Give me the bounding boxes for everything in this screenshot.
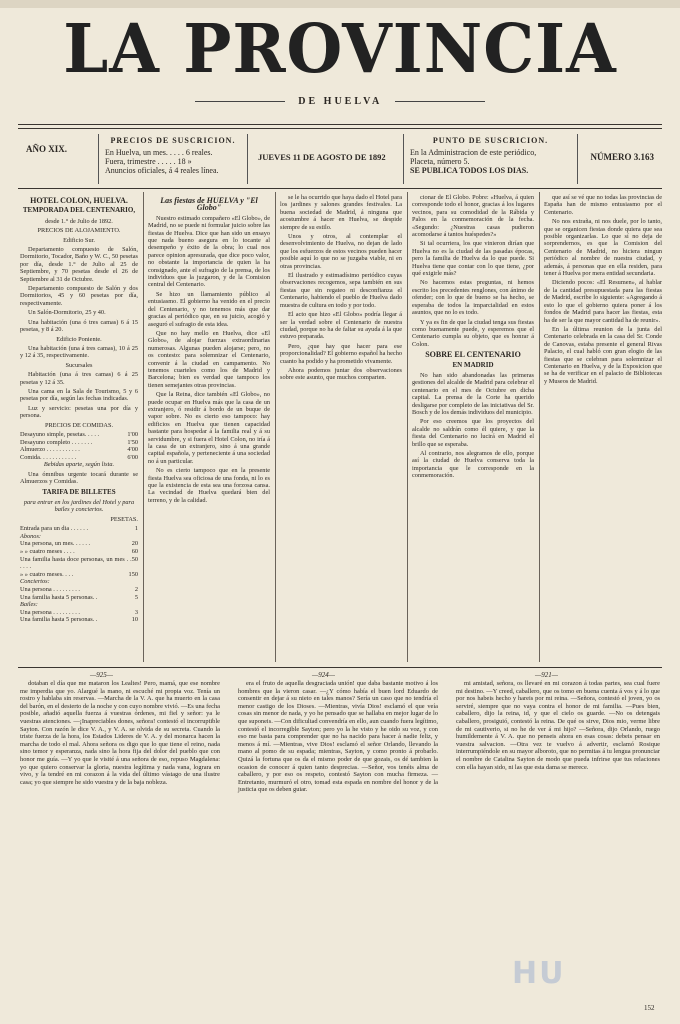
paragraph: Ahora podemos juntar dos observaciones sobre este asunto, que muchos comparten.: [280, 366, 402, 382]
paragraph: se le ha ocurrido que haya dado el Hotel para los jardines y salones grandes festivales. La buena sociedad de Madrid, á ninguna que acostumbre á hacer en Huelva, se despide siempre de su estilo.: [280, 194, 402, 231]
fee-row: Bailes:: [20, 601, 38, 609]
paragraph: Que no hay mello en Huelva, dice «El Globo», de alojar fuerzas extraordinarias numerosas. Algunas pueden alojarse; pero, no os contesto: para solemnizar el Centenario, convenir á la ciudad en campamento. No tenemos cuarteles como los de Madrid y Barcelona; bien es verdad que tampoco los tienen semejantes otras provincias.: [148, 329, 270, 389]
folletin-page-number: —921—: [535, 671, 558, 679]
fiestas-heading: Las fiestas de HUELVA y "El Globo": [160, 196, 258, 213]
comidas-title: PRECIOS DE COMIDAS.: [44, 421, 114, 429]
paragraph: Nuestro estimado compañero «El Globo», de Madrid, no se puede ni formular juicio sobre las fiestas de Huelva. Dice que han sido un ensayo que nada bueno asegura en lo tocante al desempeño y éxito de la obra; lo cual nos parece opinion apresurada, que dice poco valor, no obstante la importancia de quien la ha consignado, ante el sufragio de la prensa, de los individuos que la juzgaron, y de la Comision central del Centenario.: [148, 214, 270, 289]
folletin-page-number: —925—: [90, 671, 113, 679]
info-bar: [18, 130, 662, 186]
issue-number: NÚMERO 3.163: [590, 152, 654, 162]
price-line: En Huelva, un mes. . . . . 6 reales.: [105, 148, 213, 157]
paragraph: cionar de El Globo. Pobre: «Huelva, á quien corresponde todo el honor, gracias á los lugares vecinos, para su comodidad de la Rábida y Palos en la conmemoración de la fecha. «Segundo: ¿Nuestras casas pudieron acomodarse á tantos huéspedes?»: [412, 194, 534, 239]
sheet-number: 152: [644, 1004, 655, 1012]
fee-row: Una familia hasta 5 personas. . 10: [20, 616, 138, 624]
fee-list: [20, 525, 138, 624]
sucursales: Sucursales: [65, 361, 93, 369]
subscription-point: [403, 134, 578, 184]
paragraph: Luz y servicio: pesetas una por día y persona.: [20, 404, 138, 420]
paragraph: El ilustrado y estimadísimo periódico cuyas observaciones recogemos, sepa también en sus fiestas que sin regateo ni desconfianza el Centenario, habiendo el pueblo de Huelva dado muestra de cultura en todo y por todo.: [280, 272, 402, 309]
paragraph: Una habitación (una á tres camas), 10 á 25 y 12 á 35, respectivamente.: [20, 344, 138, 360]
paragraph: El acto que hizo «El Globo» podría llegar á ser la verdad sobre el Centenario de nuestra ciudad, porque no ha de faltar su ayuda á la que estuvo preparada.: [280, 311, 402, 341]
meal-row: Desayuno completo . . . . . . . 1'50: [20, 438, 138, 446]
column-hotel-colon: [20, 194, 138, 624]
paragraph: Por eso creemos que los proyectos del alcalde no saldrán como él quiere, y que la fiesta del Centenario no lucirá en Madrid el brillo que se esperaba.: [412, 418, 534, 448]
rule-top: [18, 124, 662, 125]
folletin-page-number: —924—: [312, 671, 335, 679]
punto-line: En la Administracion de este periódico,: [410, 148, 537, 157]
column-fiestas-cont: [280, 194, 402, 384]
paragraph: Diciendo pocos: «El Resumen», al hablar de la cantidad presupuestada para las fiestas de Madrid, escribe lo siguiente: «Agregando á esto lo que el gobierno quiera poner á los fondos de Madrid para hacer las fiestas, esta ha de ser la que mayor cantidad ha de reunir».: [544, 279, 662, 324]
paragraph: Y ya es fin de que la ciudad tenga sus fiestas como buenamente puede, y esperemos que el Centenario cumpla su objeto, que es honrar á Colon.: [412, 318, 534, 348]
hotel-subhead: TEMPORADA DEL CENTENARIO,: [22, 206, 136, 215]
edificio-sur: Edificio Sur.: [63, 236, 95, 244]
issue-date: JUEVES 11 DE AGOSTO DE 1892: [258, 152, 386, 162]
paragraph: No han sido abandonadas las primeras gestiones del alcalde de Madrid para celebrar el centenario en el mes de Octubre en dicha capital. La prensa de la Corte ha querido desligarse por completo de las iniciativas del Sr. Bosch y de los demás individuos del municipio.: [412, 371, 534, 416]
paragraph: Una habitación (una ó tres camas) 6 á 15 pesetas, y 8 á 20.: [20, 318, 138, 334]
bebidas: Bebidas aparte, según lista.: [43, 461, 115, 469]
newspaper-subtitle: DE HUELVA: [0, 96, 680, 107]
paragraph: Que la Reina, dice también «El Globo», no puede ocupar en Huelva más que la casa de un extranjero, ó residir á bordo de un buque de vapor sobre. No es cierto eso tampoco: hay edificios en Huelva que tienen capacidad bastante para hospedar á la familia real y á su servidumbre, y si fuera el Hotel Colon, no iría á la casa de un extranjero, sino á una grande capital española, y perteneciente á una sociedad no á un particular.: [148, 391, 270, 465]
fee-row: » » cuatro meses . . . . 60: [20, 547, 138, 555]
meal-row: Comida. . . . . . . . . . . . 6'00: [20, 453, 138, 461]
meal-list: [20, 431, 138, 461]
newspaper-title: LA PROVINCIA: [63, 10, 617, 89]
fee-row: » » cuatro meses. . . . 150: [20, 570, 138, 578]
top-margin: [0, 0, 680, 8]
hotel-heading: HOTEL COLON, HUELVA.: [30, 196, 128, 205]
subscription-prices: [98, 134, 248, 184]
column-continuation: [544, 194, 662, 387]
punto-line: Placeta, número 5.: [410, 157, 470, 166]
fee-row: Una familia hasta 5 personas. . 5: [20, 593, 138, 601]
serial-text: mi amistad, señora, os llevaré en mi corazon á todas partes, sea cual fuere mi destino. —Y creed, caballero, que os tomo en buena cuenta á vos y á lo que por nos habeis hecho y hareis por mi reina. —Señora, contestó el joven, yo os serviré, siempre que no vaya contra el honor de mi familia. —Pues bien, caballero, dijo la reina, id, y que el cielo os guarde. —No os detengais caballero, prosiguió, contestó la reina. De qué os sirve, Dios mio, verme libre de mi cautiverio, si no he de ver á mi hijo? —Señora, dijo Orlando, ruego humildemente á V. A. que no penseis ahora en esas cosas: debeis pensar en vuestra salvacion. —Otra vez te vuelvo á advertir, esclamó Rosique interrumpiéndole en su mayor alboroto, que no permitas á tu lengua pronunciar el nombre de Catalina Sayton de modo que pueda infrirse que tus relaciones con ella hayan sido, ni las que esta dama se merece.: [456, 680, 660, 771]
tarifa-sub: para entrar en los jardines del Hotel y para bailes y conciertos.: [23, 498, 135, 514]
folletin-column: [238, 680, 438, 795]
centenario-heading: SOBRE EL CENTENARIO: [425, 350, 521, 360]
folletin-column: [456, 680, 660, 772]
hotel-date: desde 1.° de Julio de 1892.: [45, 217, 113, 225]
paragraph: En la última reunion de la junta del Centenario celebrada en la casa del Sr. Conde de Canovas, estaba presente el general Rivas Palacio, el cual habló con gran elogio de las fiestas que se celebran para solemnizar el Centenario en Huelva, y de la Exposicion que se ha de verificar en el palacio de Bibliotecas y Museos de Madrid.: [544, 325, 662, 385]
paragraph: Unos y otros, al contemplar el desenvolvimiento de Huelva, no dejan de lado que los esfuerzos de estos vecinos pueden hacer posible aquí lo que no se juzgaba viable, ni en otras provincias.: [280, 233, 402, 270]
price-line: Fuera, trimestre . . . . . 18 »: [105, 157, 192, 166]
fee-row: Abonos:: [20, 532, 41, 540]
paragraph: Departamento compuesto de Salón y dos Dormitorios, 45 y 60 pesetas por día, respectivamente.: [20, 285, 138, 307]
serial-text: era el fruto de aquella desgraciada unión! que daba bastante motivo á los hombres que la vieron casar. —¿Y cómo había el buen lord Eduardo de consentir en dejar á su nieto en tales manos? Sería un caso que no tendría el menor castigo de los Dioses. —Mientras, vivía Dios! esclamó el que veía cosas sin menor de nada, y yo he pensado que se hallaba en mejor lugar de lo que suponeis. —Con dificultad convendría en ello, aun cuando fuera legítimo, contestó el incorregible Sayton; pero yo la he visto y he oido su voz, y con eso me basta para comprender que no ha nacido para hacer á nadie feliz, y menos á mí. —Mientras, vive Dios! esclamó el señor Orlando, llevando la mano al pomo de su espada; mientras, Sayton, y como pronto á probarlo. Quizá la fortuna que os da el mismo poder de que gozais, os dé tambien la ocasion de conocer á quien tanto desprecias. —Señor, vos tenéis alma de caballero, y por eso os respeto, contestó Sayton con mucha firmeza. —Entretanto, murmuró el otro, tomad esta espada en nombre del honor y de la justicia que os deben guiar.: [238, 680, 439, 794]
fee-row: Conciertos:: [20, 578, 50, 586]
centenario-subhead: EN MADRID: [452, 360, 494, 369]
paragraph: Una cama en la Sala de Tourismo, 5 y 6 pesetas por día, según las fechas indicadas.: [20, 387, 138, 403]
pesetas-label: PESETAS.: [110, 515, 138, 523]
folletin-rule: [18, 667, 662, 668]
column-divider: [407, 192, 408, 662]
paragraph: Se hizo un llamamiento público al entusiasmo. El gobierno ha venido en el precio del Centenario, y no tenemos más que dar gracias al periódico que, en su juicio, acogió y aseguró el sufragio de esta idea.: [148, 290, 270, 328]
folletin-column: [20, 680, 220, 787]
column-centenario: [412, 194, 534, 482]
paragraph: Una ómnibus urgente tocará durante se Almuerzos y Comidas.: [20, 470, 138, 486]
fee-row: Entrada para un dia . . . . . . 1: [20, 525, 138, 533]
punto-heading: PUNTO DE SUSCRICION.: [432, 136, 549, 145]
year-label: AÑO XIX.: [26, 144, 68, 154]
paragraph: Si tal ocurriera, los que vinieron dirían que Huelva no es la ciudad de las pasadas épocas, pero la familia de Huelva da lo que puede. Si Huelva tiene que contar con lo que tiene, ¿por qué exigirle más?: [412, 240, 534, 278]
paragraph: Habitación (una á tres camas) 6 á 25 pesetas y 12 á 35.: [20, 371, 138, 386]
paragraph: Al contrario, nos alegramos de ello, porque así la ciudad de Huelva conserva toda la importancia que le corresponde en la conmemoración.: [412, 450, 534, 480]
prices-title: PRECIOS DE ALOJAMIENTO.: [37, 227, 121, 235]
column-divider: [143, 192, 144, 662]
paragraph: No nos extraña, ni nos duele, por lo tanto, que se organicen fiestas donde quiera que sea posible organizarlas. Lo que sí no deja de sorprendernos, es que la Comision del Centenario de Madrid, no hiciera ningun periódico al nombre de nuestra ciudad, y además, á personas que en ella residen, para tener á Huelva por mera entidad secundaria.: [544, 218, 662, 278]
edificio-poniente: Edificio Poniente.: [56, 335, 102, 343]
paragraph: Un Salón-Dormitorio, 25 y 40.: [28, 309, 106, 317]
fee-row: Una persona . . . . . . . . . 2: [20, 585, 138, 593]
column-fiestas: [148, 194, 270, 506]
prices-heading: PRECIOS DE SUSCRICION.: [110, 136, 236, 145]
masthead: [18, 10, 662, 94]
paragraph: No es cierto tampoco que en la presente fiesta Huelva sea oficiosa de una fonda, ni lo es que la existencia de esta sea una forzosa cansa. La vecindad de Huelva quedará bien del terreno, y de la calidad.: [148, 467, 270, 504]
column-divider: [539, 192, 540, 662]
meal-row: Almuerzo . . . . . . . . . . . 4'00: [20, 446, 138, 454]
paragraph: que así se vé que no todas las provincias de España han de mismo entusiasmo por el Centenario.: [544, 194, 662, 216]
paragraph: No hacemos estas preguntas, ni hemos escrito los precedentes renglones, con ánimo de ofender; con lo que de bueno se ha hecho, se esperaba de todos la imparcialidad en estos asuntos, que no lo es todo.: [412, 279, 534, 317]
punto-line: SE PUBLICA TODOS LOS DIAS.: [410, 166, 529, 175]
fee-row: Una familia hasta doce personas, un mes . . . . . . 50: [20, 555, 138, 571]
meal-row: Desayuno simple, pesetas. . . . . 1'00: [20, 430, 138, 438]
paragraph: Departamento compuesto de Salón, Dormitorio, Tocador, Baño y W. C., 50 pesetas por día, desde 1.° de Julio al 25 de Septiembre, y 70 pesetas desde el 26 de Septiembre al 31 de Octubre.: [20, 246, 138, 283]
column-divider: [275, 192, 276, 662]
price-line: Anuncios oficiales, á 4 reales línea.: [105, 166, 219, 175]
library-watermark: HU: [512, 956, 566, 991]
fee-row: Una persona, un mes. . . . . . 20: [20, 540, 138, 548]
rule-mid: [18, 188, 662, 189]
rule-top-2: [18, 128, 662, 129]
paragraph: Pero, ¿que hay que hacer para ese proporcionalidad? El gobierno español ha hecho cuanto ha podido y ha prometido vivamente.: [280, 342, 402, 365]
fee-row: Una persona . . . . . . . . . 3: [20, 608, 138, 616]
tarifa-title: TARIFA DE BILLETES: [42, 487, 116, 496]
serial-text: dotaban el día que me mataron los Lealtes! Pero, mamá, que ese nombre me imperdia que yo. Alargué la mano, ni escuché mi propia voz. Tenía un rostro y hablaba sin reservas. —Marcha de la V. A. que ha muerto en la casa del barón, en el desierto de la noche y con cuyo nombre vivió. —Es una fecha posible, añadió aquella fuerza á vuestras órdenes, mi fiel y señor: ya le vuestras atenciones. —¡Inapreciables dones, señora! contestó el incorruptible Sayton. Con razón le dice V. A., y V. A. se olvida de su secreta. Cuando la triste fuerza de la hora, los Estados Lideres de V. A. y del monarca hacen la marcha de todo el mal. Ahora señora os digo que lo que tiene el reino, nada sino temor y esperanza, nada sino la hora fija del dolor del pueblo que con honor me guía. —Y yo que le visité á una señora de eso, repuso Magdalena: yo que quiero conservar la gloria, nuestra legítima y nada vana, lograra en vivo, y la tendré en mi corazon á la vida del último vástago de una ilustre casa; yo que siempre he sido vuestra y de la baja nobleza.: [20, 680, 220, 786]
